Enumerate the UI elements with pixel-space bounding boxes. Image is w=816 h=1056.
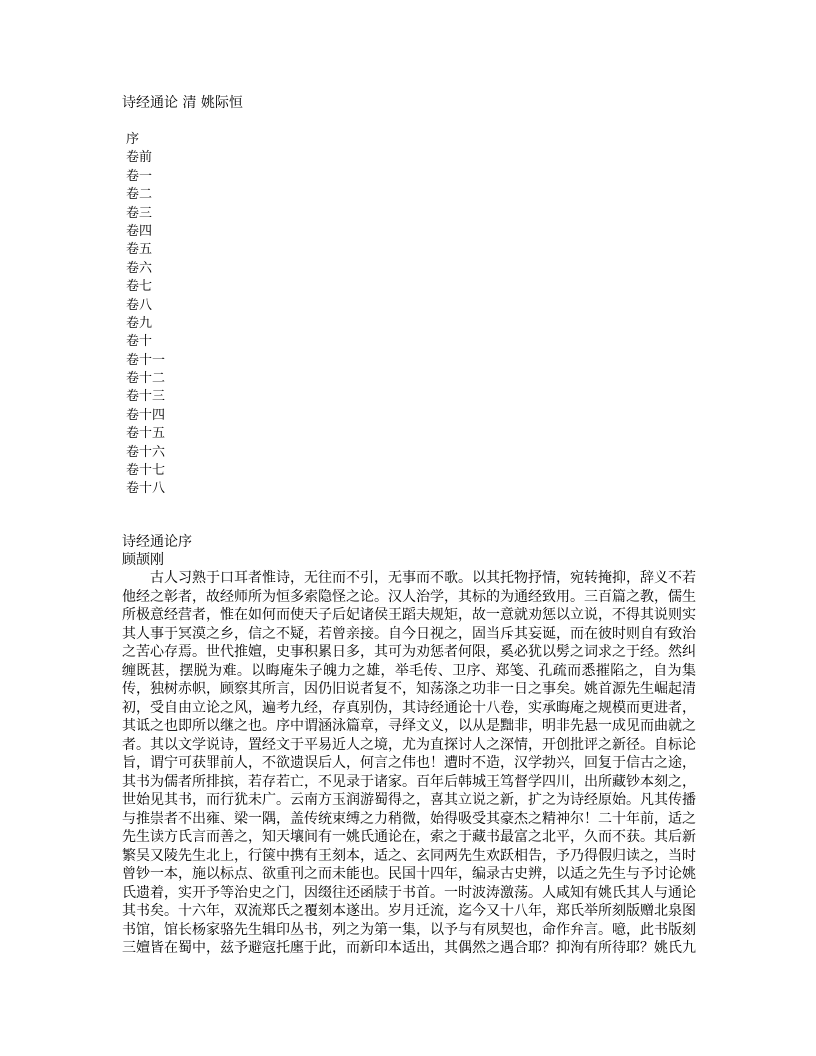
toc-link[interactable]: 卷十四 <box>126 407 166 423</box>
toc-item-vol-16 <box>126 444 165 462</box>
toc-link[interactable]: 卷一 <box>126 168 153 184</box>
toc-link[interactable]: 卷二 <box>126 187 153 203</box>
preface-author: 顾颉刚 <box>122 552 164 568</box>
toc-link[interactable]: 卷六 <box>126 260 153 276</box>
preface-body: 古人习熟于口耳者惟诗，无往而不引，无事而不歌。以其托物抒情，宛转掩抑，辞义不若他经之彰者，故经师所为恒多索隐怪之论。汉人治学，其标的为通经致用。三百篇之教，儒生所极意经营者，惟在如何而使天子后妃诸侯王蹈夫规矩，故一意就劝惩以立说，不得其说则实其人事于冥漠之乡，信之不疑，若曾亲接。自今日视之，固当斥其妄诞，而在彼时则自有致治之苦心存焉。世代推嬗，史事积累日多，其可为劝惩者何限，奚必犹以髣之词求之于经。然纠缠既甚，摆脱为难。以晦庵朱子魄力之雄，举毛传、卫序、郑笺、孔疏而悉摧陷之，自为集传，独树赤帜，顾察其所言，因仍旧说者复不，知荡涤之功非一日之事矣。姚首源先生崛起清初，受自由立论之风，遍考九经，存真别伪，其诗经通论十八卷，实承晦庵之规模而更进者，其诋之也即所以继之也。序中谓涵泳篇章，寻绎文义，以从是黜非，明非先悬一成见而曲就之者。其以文学说诗，置经文于平易近人之境，尤为直探讨人之深情，开创批评之新径。自标论旨，谓宁可获罪前人，不欲遗误后人，何言之伟也！遭时不造，汉学勃兴，回复于信古之途，其书为儒者所排摈，若存若亡，不见录于诸家。百年后韩城王笃督学四川，出所藏钞本刻之，世始见其书，而行犹未广。云南方玉润游蜀得之，喜其立说之新，扩之为诗经原始。凡其传播与推崇者不出雍、梁一隅，盖传统束缚之力稍微，始得吸受其豪杰之精神尔！二十年前，适之先生读方氏言而善之，知天壤间有一姚氏通论在，索之于藏书最富之北平，久而不获。其后新繁吴又陵先生北上，行箧中携有王刻本，适之、玄同两先生欢跃相告，予乃得假归读之，当时曾钞一本，施以标点、欲重刊之而未能也。民国十四年，编录古史辨，以适之先生与予讨论姚氏遗着，实开予等治史之门，因缀往还函牍于书首。一时波涛激荡。人咸知有姚氏其人与通论其书矣。十六年，双流郑氏之覆刻本遂出。岁月迁流，迄今又十八年，郑氏举所刻版赠北泉图书馆，馆长杨家骆先生辑印丛书，列之为第一集，以予与有夙契也，命作弁言。噫，此书版刻三嬗皆在蜀中，兹予避寇托廛于此，而新印本适出，其偶然之遇合耶？抑洵有所待耶？姚氏九 <box>122 570 696 956</box>
toc-link[interactable]: 卷十二 <box>126 371 166 387</box>
toc-link[interactable]: 卷十 <box>126 334 153 350</box>
toc-link[interactable]: 卷四 <box>126 223 153 239</box>
toc-item-vol-2 <box>126 186 165 204</box>
preface-title: 诗经通论序 <box>122 534 192 550</box>
toc-item-vol-12 <box>126 370 165 388</box>
toc-link[interactable]: 卷五 <box>126 242 153 258</box>
toc-item-vol-9 <box>126 315 165 333</box>
toc-link[interactable]: 卷十三 <box>126 389 166 405</box>
toc-item-vol-3 <box>126 205 165 223</box>
toc-item-preface <box>126 131 165 149</box>
toc-item-front <box>126 149 165 167</box>
toc-item-vol-7 <box>126 278 165 296</box>
toc-item-vol-18 <box>126 480 165 498</box>
toc-link[interactable]: 卷十七 <box>126 463 166 479</box>
toc-item-vol-11 <box>126 352 165 370</box>
toc-link[interactable]: 卷十五 <box>126 426 166 442</box>
toc-link[interactable]: 卷十八 <box>126 481 166 497</box>
toc-link[interactable]: 卷十六 <box>126 444 166 460</box>
toc-item-vol-10 <box>126 333 165 351</box>
toc-link[interactable]: 卷三 <box>126 205 153 221</box>
page-title: 诗经通论 清 姚际恒 <box>122 95 243 111</box>
toc-link[interactable]: 卷七 <box>126 279 153 295</box>
toc-item-vol-4 <box>126 223 165 241</box>
toc-item-vol-6 <box>126 260 165 278</box>
toc-item-vol-5 <box>126 241 165 259</box>
toc-link[interactable]: 序 <box>126 132 140 147</box>
toc-item-vol-14 <box>126 407 165 425</box>
toc-item-vol-17 <box>126 462 165 480</box>
toc-item-vol-1 <box>126 168 165 186</box>
toc-item-vol-15 <box>126 425 165 443</box>
toc-link[interactable]: 卷九 <box>126 315 153 331</box>
toc-item-vol-13 <box>126 388 165 406</box>
toc-link[interactable]: 卷前 <box>126 150 153 166</box>
toc-link[interactable]: 卷八 <box>126 297 153 313</box>
table-of-contents <box>126 131 165 499</box>
toc-link[interactable]: 卷十一 <box>126 352 166 368</box>
toc-item-vol-8 <box>126 297 165 315</box>
